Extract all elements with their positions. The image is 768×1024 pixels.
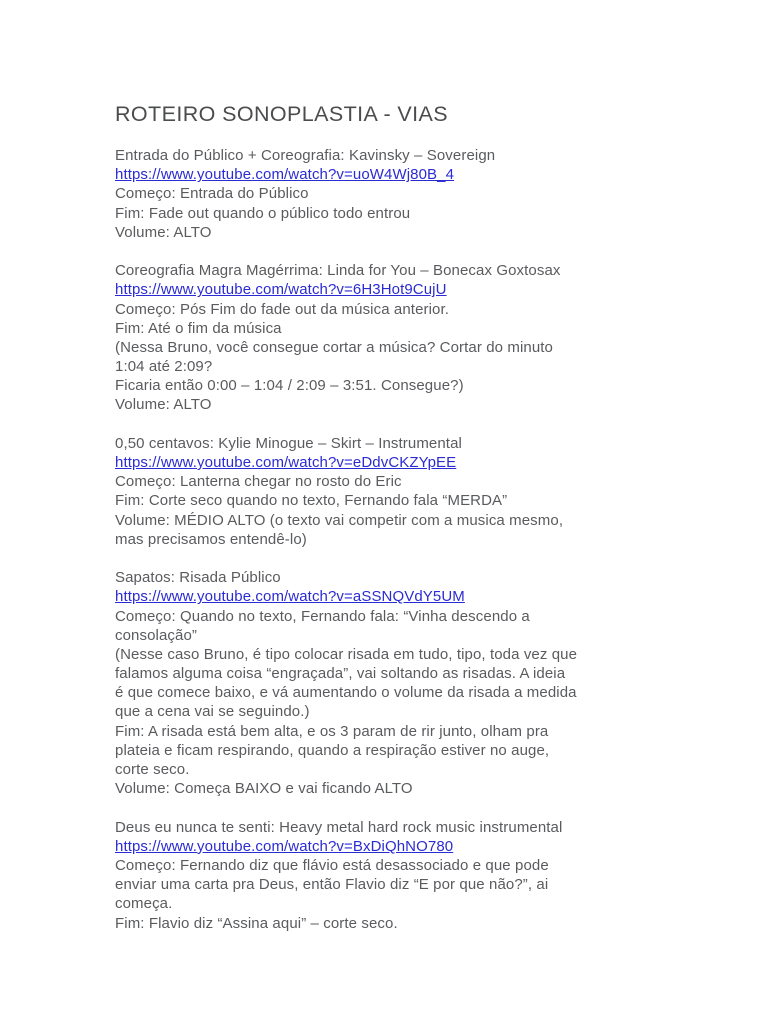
doc-line: é que comece baixo, e vá aumentando o volume da risada a medida bbox=[115, 684, 577, 702]
doc-line: Coreografia Magra Magérrima: Linda for You – Bonecax Goxtosax bbox=[115, 262, 561, 280]
script-section-entrada-publico bbox=[115, 146, 695, 242]
doc-line: Fim: Fade out quando o público todo entrou bbox=[115, 204, 411, 222]
doc-line: (Nesse caso Bruno, é tipo colocar risada em tudo, tipo, toda vez que bbox=[115, 645, 578, 663]
doc-line: plateia e ficam respirando, quando a respiração estiver no auge, bbox=[115, 741, 550, 759]
script-section-coreografia-magra bbox=[115, 261, 695, 415]
doc-line: Começo: Pós Fim do fade out da música anterior. bbox=[115, 300, 450, 318]
doc-line: Deus eu nunca te senti: Heavy metal hard rock music instrumental bbox=[115, 818, 563, 836]
doc-line: Ficaria então 0:00 – 1:04 / 2:09 – 3:51. Consegue?) bbox=[115, 377, 464, 395]
doc-line: Começo: Fernando diz que flávio está desassociado e que pode bbox=[115, 856, 549, 874]
doc-line: consolação” bbox=[115, 626, 197, 644]
doc-line: falamos alguma coisa “engraçada”, vai soltando as risadas. A ideia bbox=[115, 665, 566, 683]
doc-line: (Nessa Bruno, você consegue cortar a música? Cortar do minuto bbox=[115, 338, 553, 356]
doc-line: Entrada do Público + Coreografia: Kavinsky – Sovereign bbox=[115, 147, 496, 164]
doc-line: mas precisamos entendê-lo) bbox=[115, 530, 307, 548]
doc-line: Volume: ALTO bbox=[115, 396, 212, 414]
doc-line: que a cena vai se seguindo.) bbox=[115, 703, 310, 721]
doc-line: Começo: Quando no texto, Fernando fala: “Vinha descendo a bbox=[115, 607, 530, 625]
doc-line: Começo: Lanterna chegar no rosto do Eric bbox=[115, 473, 402, 491]
script-section-deus-eu-nunca-te-senti bbox=[115, 818, 695, 933]
doc-line: Sapatos: Risada Público bbox=[115, 569, 281, 587]
youtube-link[interactable]: https://www.youtube.com/watch?v=uoW4Wj80B_4 bbox=[115, 166, 455, 184]
youtube-link[interactable]: https://www.youtube.com/watch?v=6H3Hot9CujU bbox=[115, 281, 447, 299]
doc-line: Volume: ALTO bbox=[115, 223, 212, 241]
page-title: ROTEIRO SONOPLASTIA - VIAS bbox=[115, 102, 448, 126]
doc-line: Fim: A risada está bem alta, e os 3 param de rir junto, olham pra bbox=[115, 722, 549, 740]
youtube-link[interactable]: https://www.youtube.com/watch?v=aSSNQVdY5UM bbox=[115, 588, 465, 606]
doc-line: enviar uma carta pra Deus, então Flavio diz “E por que não?”, ai bbox=[115, 876, 549, 894]
doc-line: Volume: Começa BAIXO e vai ficando ALTO bbox=[115, 780, 413, 798]
youtube-link[interactable]: https://www.youtube.com/watch?v=BxDiQhNO780 bbox=[115, 837, 454, 855]
doc-line: Começo: Entrada do Público bbox=[115, 185, 309, 203]
document-content bbox=[115, 100, 695, 952]
doc-line: começa. bbox=[115, 895, 173, 913]
doc-line: Fim: Flavio diz “Assina aqui” – corte seco. bbox=[115, 914, 398, 932]
youtube-link[interactable]: https://www.youtube.com/watch?v=eDdvCKZYpEE bbox=[115, 454, 457, 471]
script-section-050-centavos bbox=[115, 434, 695, 549]
script-section-sapatos bbox=[115, 568, 695, 798]
doc-line: Fim: Corte seco quando no texto, Fernando fala “MERDA” bbox=[115, 492, 508, 510]
doc-line: 0,50 centavos: Kylie Minogue – Skirt – Instrumental bbox=[115, 434, 462, 452]
doc-line: Volume: MÉDIO ALTO (o texto vai competir com a musica mesmo, bbox=[115, 511, 564, 529]
doc-line: 1:04 até 2:09? bbox=[115, 358, 213, 376]
doc-line: Fim: Até o fim da música bbox=[115, 319, 282, 337]
doc-line: corte seco. bbox=[115, 761, 190, 778]
